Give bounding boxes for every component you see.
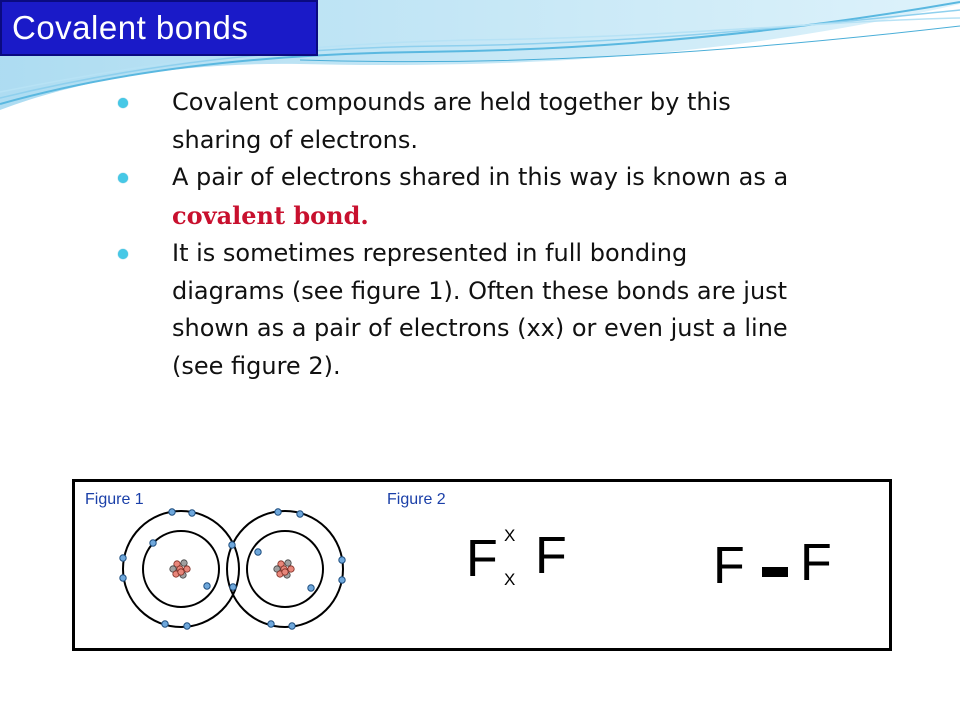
- bonding-diagram: [115, 506, 355, 630]
- bullet-text: Covalent compounds are held together by this sharing of electrons.: [172, 88, 731, 154]
- bullet-dot-icon: [118, 173, 128, 183]
- title-box: [0, 0, 318, 56]
- figure1-label: Figure 1: [85, 491, 144, 508]
- bullet-item: [114, 159, 804, 235]
- shared-electron-top: X: [504, 526, 516, 545]
- figure2-label: Figure 2: [387, 491, 446, 508]
- electrons: [120, 509, 345, 629]
- slide-title: Covalent bonds: [12, 9, 249, 46]
- dot-cross-left-atom: F: [466, 530, 498, 588]
- bullet-list: [114, 84, 804, 385]
- dot-cross-right-atom: F: [535, 527, 567, 585]
- line-bond-left-atom: F: [713, 537, 745, 595]
- bullet-item: [114, 235, 804, 385]
- single-bond-line: [762, 567, 788, 577]
- bullet-text: It is sometimes represented in full bonding diagrams (see figure 1). Often these bonds are just shown as a pair of electrons (xx) or even just a line (see figure 2).: [172, 239, 788, 380]
- bullet-dot-icon: [118, 98, 128, 108]
- right-nucleus: [274, 560, 294, 578]
- bullet-item: [114, 84, 804, 159]
- left-nucleus: [170, 560, 190, 578]
- bullet-dot-icon: [118, 249, 128, 259]
- shared-electron-bottom: X: [504, 570, 516, 589]
- line-bond-right-atom: F: [800, 534, 832, 592]
- emphasis-term: covalent bond.: [172, 200, 369, 230]
- bullet-text: A pair of electrons shared in this way is known as a: [172, 163, 789, 191]
